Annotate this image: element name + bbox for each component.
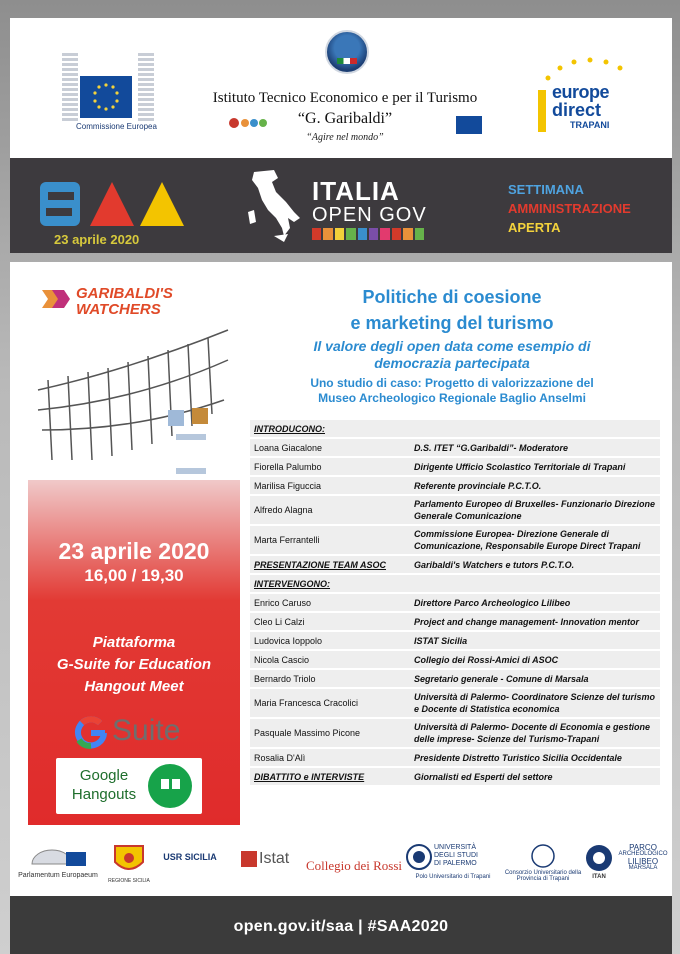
speaker-role: Garibaldi's Watchers e tutors P.C.T.O. <box>414 559 575 570</box>
building-right-icon <box>138 53 154 121</box>
europe-direct-line1: europe <box>552 82 610 102</box>
parco-line-2: ARCHEOLOGICO <box>618 851 668 857</box>
program-row <box>250 420 660 439</box>
unipa-text <box>434 844 478 868</box>
speaker-role: Università di Palermo- Coordinatore Scienze del turismo e Docente di Statistica economica <box>414 692 656 714</box>
consorzio-text: Consorzio Universitario della Provincia di Trapani <box>504 870 582 882</box>
sicily-shield-icon <box>113 844 145 876</box>
parliament-text: Parlamentum Europaeum <box>18 872 98 879</box>
open-gov-stripe <box>415 228 424 240</box>
europe-direct-line3: TRAPANI <box>570 120 610 130</box>
speaker-name: Marta Ferrantelli <box>254 535 320 545</box>
open-gov-stripes <box>312 228 424 240</box>
school-block <box>160 18 530 158</box>
platform-line-2: G-Suite for Education <box>56 656 212 673</box>
parco-logo <box>616 844 670 872</box>
speaker-role: Presidente Distretto Turistico Sicilia Occidentale <box>414 752 622 763</box>
istat-mark-icon <box>241 851 257 867</box>
europe-direct-logo <box>530 54 648 136</box>
istat-logo <box>230 850 300 868</box>
main-title <box>242 284 662 336</box>
watchers-line-1: GARIBALDI'S <box>76 285 173 302</box>
school-motto: “Agire nel mondo” <box>306 132 384 143</box>
parliament-logo <box>14 844 102 879</box>
speaker-name: INTERVENGONO: <box>254 578 331 589</box>
unipa-line-3: DI PALERMO <box>434 860 477 867</box>
speaker-name: Loana Giacalone <box>254 442 323 453</box>
speaker-name: Pasquale Massimo Picone <box>254 728 361 738</box>
saa-logo <box>38 178 186 230</box>
speaker-role: Commissione Europea- Direzione Generale di Comunicazione, Responsabile Europe Direct Trapani <box>414 529 641 551</box>
open-gov-title: OPEN GOV <box>312 204 427 226</box>
eu-flag-small-icon <box>456 116 482 134</box>
program-row <box>250 768 660 787</box>
event-platform <box>28 632 240 698</box>
hangouts-line-1: Google <box>79 767 129 784</box>
program-row <box>250 526 660 556</box>
program-row <box>250 496 660 526</box>
ancient-ship-illustration <box>28 310 240 500</box>
watchers-line-2: WATCHERS <box>76 301 161 318</box>
europe-direct-line2: direct <box>552 100 602 120</box>
program-row <box>250 689 660 719</box>
subtitle-line-1: Il valore degli open data come esempio di <box>313 338 591 354</box>
platform-line-1: Piattaforma <box>92 634 176 651</box>
school-name: Istituto Tecnico Economico e per il Turismo <box>212 90 478 106</box>
speaker-role: Direttore Parco Archeologico Lilibeo <box>414 597 571 608</box>
parliament-icon <box>28 844 88 870</box>
week-line-3: APERTA <box>508 220 561 235</box>
hangouts-text <box>64 766 144 804</box>
open-gov-stripe <box>335 228 344 240</box>
building-left-icon <box>62 53 78 121</box>
unipa-line-1: UNIVERSITÀ <box>434 844 477 851</box>
open-gov-stripe <box>323 228 332 240</box>
consorzio-logo <box>504 844 582 882</box>
speaker-role: Collegio dei Rossi-Amici di ASOC <box>414 654 559 665</box>
european-commission-logo <box>50 48 160 143</box>
program-row <box>250 556 660 575</box>
speaker-role: Segretario generale - Comune di Marsala <box>414 673 589 684</box>
open-gov-stripe <box>392 228 401 240</box>
footer-text: open.gov.it/saa | #SAA2020 <box>233 918 449 935</box>
hangouts-icon <box>148 764 192 808</box>
speaker-name: DIBATTITO e INTERVISTE <box>254 771 365 782</box>
saa-date: 23 aprile 2020 <box>54 232 140 247</box>
speaker-role: Università di Palermo- Docente di Economia e gestione delle imprese- Scienze del Turismo-Trapani <box>414 722 651 744</box>
left-column <box>28 280 240 825</box>
unipa-sub: Polo Universitario di Trapani <box>415 874 491 880</box>
parco-line-1: PARCO <box>629 843 657 852</box>
speaker-name: Marilisa Figuccia <box>254 480 322 491</box>
speaker-name: Enrico Caruso <box>254 597 312 608</box>
program-row <box>250 439 660 458</box>
school-emblem-icon <box>325 30 369 74</box>
parco-line-3: LILIBEO <box>627 857 659 866</box>
stars-icon <box>540 56 630 82</box>
program-row <box>250 594 660 613</box>
speaker-name: Maria Francesca Cracolici <box>254 698 359 708</box>
gsuite-logo <box>72 712 232 752</box>
itan-logo <box>584 844 614 880</box>
program-row <box>250 651 660 670</box>
subtitle <box>242 338 662 372</box>
unipa-line-2: DEGLI STUDI <box>434 852 478 859</box>
open-gov-stripe <box>358 228 367 240</box>
program-table <box>250 420 660 787</box>
gsuite-text: Suite <box>112 714 181 747</box>
italia-title: ITALIA <box>312 176 400 206</box>
usr-text: USR SICILIA <box>163 852 217 862</box>
italian-republic-emblem-icon <box>228 116 270 130</box>
program-row <box>250 749 660 768</box>
speaker-name: Nicola Cascio <box>254 654 310 665</box>
speaker-role <box>410 427 660 431</box>
header <box>10 18 672 158</box>
italy-map-icon <box>244 166 304 246</box>
open-gov-stripe <box>369 228 378 240</box>
program-row <box>250 632 660 651</box>
week-line-2: AMMINISTRAZIONE <box>508 201 631 216</box>
sponsor-strip <box>10 836 672 896</box>
speaker-role: Parlamento Europeo di Bruxelles- Funzionario Direzione Generale Comunicazione <box>414 499 656 521</box>
speaker-name: Rosalia D'Alì <box>254 752 306 763</box>
hangouts-logo <box>56 758 202 814</box>
europe-direct-bar <box>538 90 546 132</box>
collegio-text: Collegio dei Rossi <box>305 858 403 873</box>
speaker-name: Fiorella Palumbo <box>254 461 322 472</box>
case-line-2: Museo Archeologico Regionale Baglio Anselmi <box>318 391 586 405</box>
speaker-role: ISTAT Sicilia <box>414 635 468 646</box>
regione-sicilia-logo <box>104 844 154 884</box>
sicilia-text: REGIONE SICILIA <box>108 878 150 884</box>
unipa-seal-icon <box>406 844 432 870</box>
istat-text: Istat <box>259 850 290 867</box>
open-gov-stripe <box>380 228 389 240</box>
itan-text: ITAN <box>592 874 606 880</box>
ec-logo-text: Commissione Europea <box>76 122 157 131</box>
event-poster <box>10 262 672 836</box>
parco-line-4: MARSALA <box>628 865 658 871</box>
subtitle-line-2: democrazia partecipata <box>374 355 530 371</box>
speaker-name: Ludovica Ioppolo <box>254 635 323 646</box>
week-title <box>508 180 631 237</box>
speaker-name: INTRODUCONO: <box>254 423 325 434</box>
school-short-name: “G. Garibaldi” <box>297 110 393 127</box>
collegio-logo <box>302 858 406 874</box>
event-time: 16,00 / 19,30 <box>84 566 184 585</box>
program-row <box>250 575 660 594</box>
main-title-line-1: Politiche di coesione <box>362 287 542 307</box>
speaker-role: Referente provinciale P.C.T.O. <box>414 480 542 491</box>
platform-line-3: Hangout Meet <box>84 678 184 695</box>
open-gov-stripe <box>346 228 355 240</box>
footer <box>10 896 672 954</box>
program-row <box>250 670 660 689</box>
speaker-role <box>410 582 660 586</box>
google-g-icon <box>74 716 108 750</box>
program-row <box>250 458 660 477</box>
saa-banner <box>10 158 672 253</box>
speaker-role: Dirigente Ufficio Scolastico Territoriale di Trapani <box>414 461 626 472</box>
itan-icon <box>585 844 613 872</box>
program-row <box>250 613 660 632</box>
usr-sicilia-logo <box>160 852 220 862</box>
event-date: 23 aprile 2020 <box>58 538 210 564</box>
program-row <box>250 477 660 496</box>
speaker-name: Bernardo Triolo <box>254 673 316 684</box>
week-line-1: SETTIMANA <box>508 182 584 197</box>
open-gov-stripe <box>403 228 412 240</box>
speaker-role: Giornalisti ed Esperti del settore <box>414 771 553 782</box>
open-gov-stripe <box>312 228 321 240</box>
eu-flag-icon <box>80 76 132 118</box>
speaker-name: PRESENTAZIONE TEAM ASOC <box>254 559 387 570</box>
case-line-1: Uno studio di caso: Progetto di valorizzazione del <box>310 376 594 390</box>
main-title-line-2: e marketing del turismo <box>350 313 554 333</box>
case-study-title <box>242 376 662 406</box>
consorzio-seal-icon <box>531 844 555 868</box>
hangouts-line-2: Hangouts <box>71 786 137 803</box>
watchers-mark-icon <box>40 286 70 312</box>
speaker-name: Cleo Li Calzi <box>254 616 305 627</box>
speaker-role: D.S. ITET “G.Garibaldi”- Moderatore <box>414 442 569 453</box>
speaker-role: Project and change management- Innovation mentor <box>414 616 640 627</box>
program-row <box>250 719 660 749</box>
speaker-name: Alfredo Alagna <box>254 505 313 515</box>
